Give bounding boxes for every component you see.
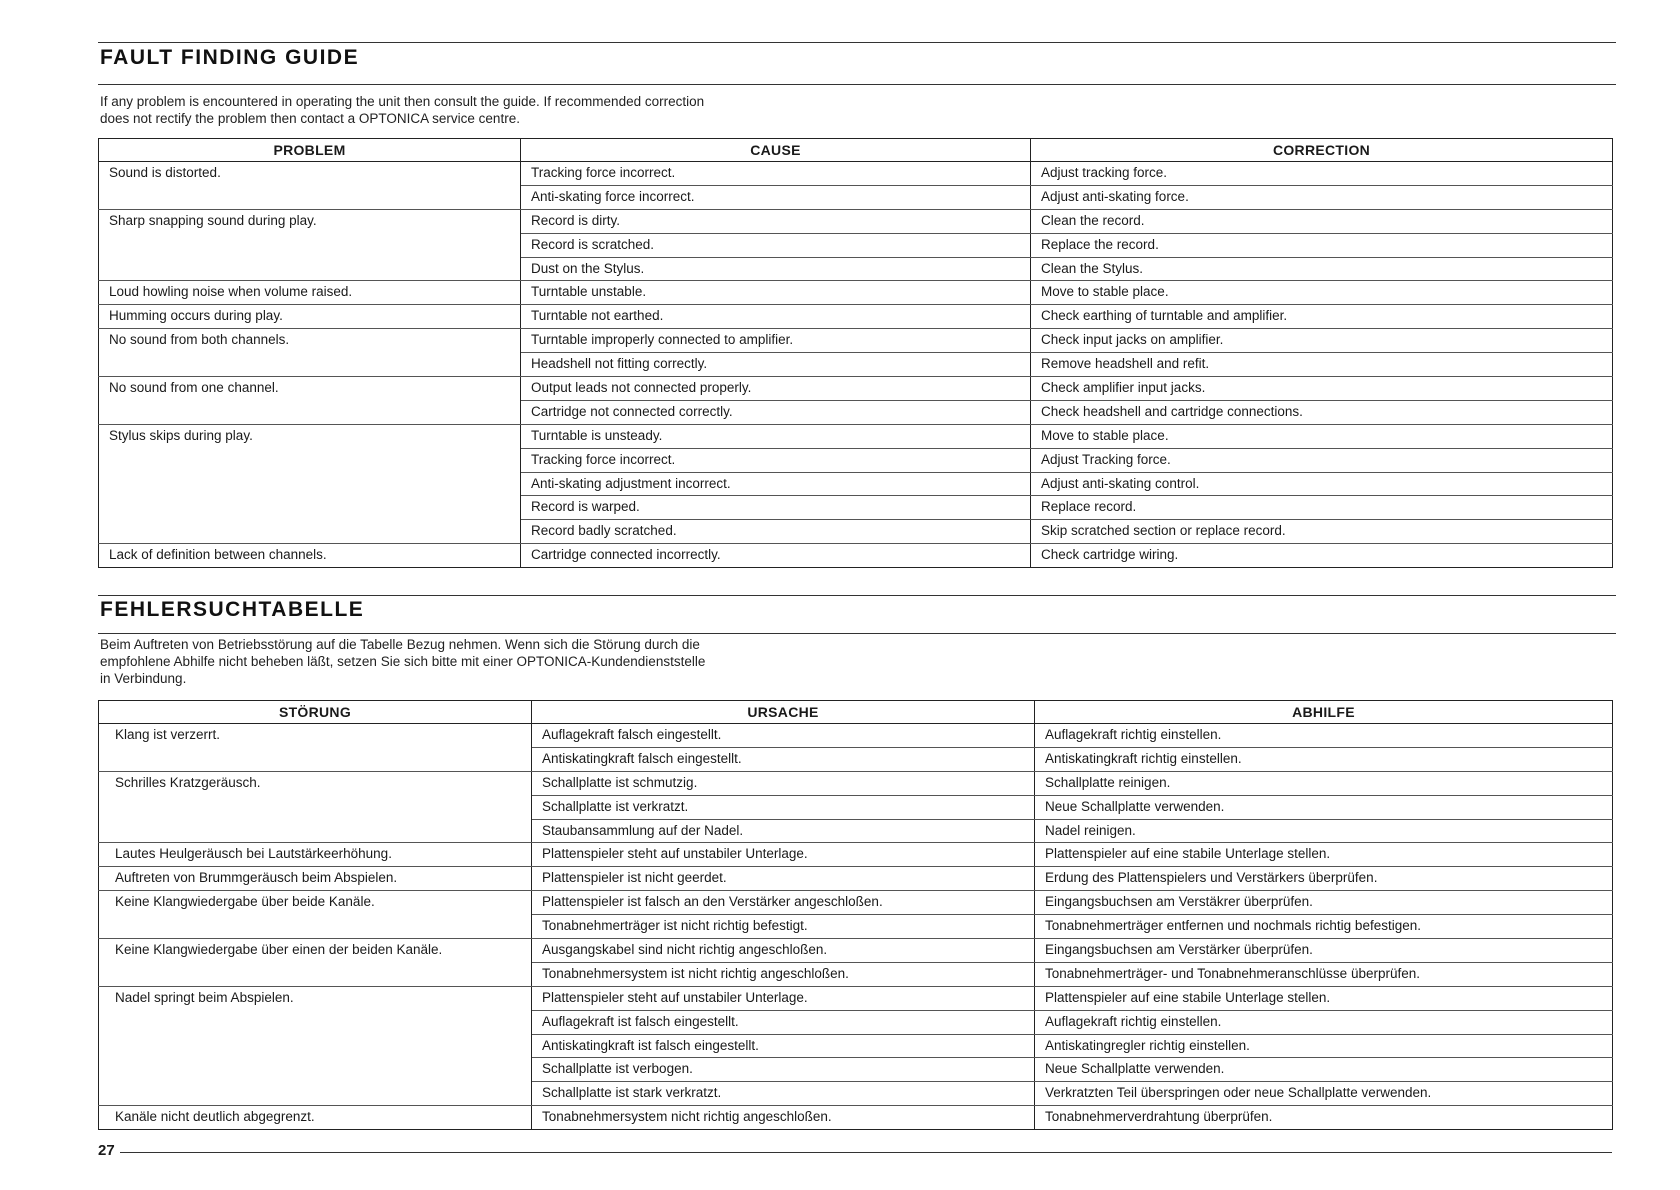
correction-cell: Clean the record. bbox=[1031, 209, 1613, 233]
correction-cell: Plattenspieler auf eine stabile Unterlage stellen. bbox=[1035, 986, 1613, 1010]
problem-cell: Auftreten von Brummgeräusch beim Abspielen. bbox=[99, 867, 532, 891]
top-rule bbox=[98, 42, 1616, 43]
correction-cell: Adjust anti-skating control. bbox=[1031, 472, 1613, 496]
problem-cell: Stylus skips during play. bbox=[99, 424, 521, 543]
table-row bbox=[99, 305, 1613, 329]
correction-cell: Remove headshell and refit. bbox=[1031, 353, 1613, 377]
correction-cell: Adjust Tracking force. bbox=[1031, 448, 1613, 472]
cause-cell: Record badly scratched. bbox=[521, 520, 1031, 544]
problem-cell: Nadel springt beim Abspielen. bbox=[99, 986, 532, 1105]
section-title-en: FAULT FINDING GUIDE bbox=[100, 46, 360, 69]
cause-cell: Record is scratched. bbox=[521, 233, 1031, 257]
table-row bbox=[99, 329, 1613, 353]
table-row bbox=[99, 891, 1613, 915]
intro-line: Beim Auftreten von Betriebsstörung auf die Tabelle Bezug nehmen. Wenn sich die Störung durch die bbox=[100, 637, 700, 652]
correction-cell: Antiskatingkraft richtig einstellen. bbox=[1035, 747, 1613, 771]
table-row bbox=[99, 771, 1613, 795]
problem-cell: Sharp snapping sound during play. bbox=[99, 209, 521, 281]
cause-cell: Tonabnehmersystem ist nicht richtig angeschloßen. bbox=[532, 962, 1035, 986]
correction-cell: Tonabnehmerverdrahtung überprüfen. bbox=[1035, 1106, 1613, 1130]
problem-cell: Kanäle nicht deutlich abgegrenzt. bbox=[99, 1106, 532, 1130]
header-cause: URSACHE bbox=[532, 701, 1035, 724]
table-row bbox=[99, 281, 1613, 305]
cause-cell: Antiskatingkraft ist falsch eingestellt. bbox=[532, 1034, 1035, 1058]
problem-cell: Humming occurs during play. bbox=[99, 305, 521, 329]
title-underline-de bbox=[98, 633, 1616, 634]
problem-cell: Klang ist verzerrt. bbox=[99, 724, 532, 772]
intro-text-en bbox=[100, 93, 860, 127]
table-row bbox=[99, 724, 1613, 748]
correction-cell: Eingangsbuchsen am Verstärker überprüfen. bbox=[1035, 939, 1613, 963]
table-row bbox=[99, 1106, 1613, 1130]
cause-cell: Schallplatte ist verbogen. bbox=[532, 1058, 1035, 1082]
table-header-row bbox=[99, 701, 1613, 724]
table-row bbox=[99, 867, 1613, 891]
cause-cell: Auflagekraft ist falsch eingestellt. bbox=[532, 1010, 1035, 1034]
correction-cell: Auflagekraft richtig einstellen. bbox=[1035, 1010, 1613, 1034]
table-row bbox=[99, 209, 1613, 233]
cause-cell: Tonabnehmerträger ist nicht richtig befestigt. bbox=[532, 915, 1035, 939]
cause-cell: Dust on the Stylus. bbox=[521, 257, 1031, 281]
cause-cell: Plattenspieler steht auf unstabiler Unterlage. bbox=[532, 843, 1035, 867]
correction-cell: Check cartridge wiring. bbox=[1031, 544, 1613, 568]
intro-line: empfohlene Abhilfe nicht beheben läßt, setzen Sie sich bitte mit einer OPTONICA-Kundendienststelle bbox=[100, 654, 706, 669]
cause-cell: Record is dirty. bbox=[521, 209, 1031, 233]
table-row bbox=[99, 162, 1613, 186]
intro-line: If any problem is encountered in operating the unit then consult the guide. If recommended correction bbox=[100, 94, 705, 109]
problem-cell: Keine Klangwiedergabe über beide Kanäle. bbox=[99, 891, 532, 939]
correction-cell: Skip scratched section or replace record. bbox=[1031, 520, 1613, 544]
cause-cell: Record is warped. bbox=[521, 496, 1031, 520]
correction-cell: Move to stable place. bbox=[1031, 424, 1613, 448]
cause-cell: Turntable is unsteady. bbox=[521, 424, 1031, 448]
correction-cell: Antiskatingregler richtig einstellen. bbox=[1035, 1034, 1613, 1058]
problem-cell: No sound from one channel. bbox=[99, 377, 521, 425]
cause-cell: Plattenspieler ist nicht geerdet. bbox=[532, 867, 1035, 891]
table-row bbox=[99, 424, 1613, 448]
correction-cell: Tonabnehmerträger entfernen und nochmals richtig befestigen. bbox=[1035, 915, 1613, 939]
correction-cell: Adjust tracking force. bbox=[1031, 162, 1613, 186]
cause-cell: Schallplatte ist verkratzt. bbox=[532, 795, 1035, 819]
cause-cell: Tracking force incorrect. bbox=[521, 162, 1031, 186]
correction-cell: Check headshell and cartridge connections. bbox=[1031, 400, 1613, 424]
problem-cell: Loud howling noise when volume raised. bbox=[99, 281, 521, 305]
cause-cell: Turntable improperly connected to amplifier. bbox=[521, 329, 1031, 353]
correction-cell: Erdung des Plattenspielers und Verstärkers überprüfen. bbox=[1035, 867, 1613, 891]
cause-cell: Plattenspieler ist falsch an den Verstärker angeschloßen. bbox=[532, 891, 1035, 915]
table-row bbox=[99, 939, 1613, 963]
intro-line: does not rectify the problem then contact a OPTONICA service centre. bbox=[100, 111, 520, 126]
cause-cell: Schallplatte ist schmutzig. bbox=[532, 771, 1035, 795]
section-rule-de bbox=[98, 595, 1616, 596]
cause-cell: Anti-skating adjustment incorrect. bbox=[521, 472, 1031, 496]
problem-cell: Lack of definition between channels. bbox=[99, 544, 521, 568]
header-correction: CORRECTION bbox=[1031, 139, 1613, 162]
correction-cell: Adjust anti-skating force. bbox=[1031, 185, 1613, 209]
correction-cell: Auflagekraft richtig einstellen. bbox=[1035, 724, 1613, 748]
fault-table-en bbox=[98, 138, 1613, 568]
cause-cell: Ausgangskabel sind nicht richtig angeschloßen. bbox=[532, 939, 1035, 963]
problem-cell: Sound is distorted. bbox=[99, 162, 521, 210]
table-row bbox=[99, 843, 1613, 867]
cause-cell: Headshell not fitting correctly. bbox=[521, 353, 1031, 377]
cause-cell: Cartridge connected incorrectly. bbox=[521, 544, 1031, 568]
cause-cell: Antiskatingkraft falsch eingestellt. bbox=[532, 747, 1035, 771]
correction-cell: Check earthing of turntable and amplifier. bbox=[1031, 305, 1613, 329]
cause-cell: Cartridge not connected correctly. bbox=[521, 400, 1031, 424]
section-title-de: FEHLERSUCHTABELLE bbox=[100, 598, 365, 621]
correction-cell: Schallplatte reinigen. bbox=[1035, 771, 1613, 795]
table-row bbox=[99, 986, 1613, 1010]
correction-cell: Move to stable place. bbox=[1031, 281, 1613, 305]
correction-cell: Verkratzten Teil überspringen oder neue Schallplatte verwenden. bbox=[1035, 1082, 1613, 1106]
correction-cell: Replace the record. bbox=[1031, 233, 1613, 257]
intro-text-de bbox=[100, 636, 860, 687]
cause-cell: Tonabnehmersystem nicht richtig angeschloßen. bbox=[532, 1106, 1035, 1130]
cause-cell: Staubansammlung auf der Nadel. bbox=[532, 819, 1035, 843]
footer-rule bbox=[120, 1152, 1612, 1153]
cause-cell: Turntable unstable. bbox=[521, 281, 1031, 305]
problem-cell: Keine Klangwiedergabe über einen der beiden Kanäle. bbox=[99, 939, 532, 987]
correction-cell: Nadel reinigen. bbox=[1035, 819, 1613, 843]
correction-cell: Check input jacks on amplifier. bbox=[1031, 329, 1613, 353]
header-cause: CAUSE bbox=[521, 139, 1031, 162]
cause-cell: Anti-skating force incorrect. bbox=[521, 185, 1031, 209]
correction-cell: Replace record. bbox=[1031, 496, 1613, 520]
table-row bbox=[99, 377, 1613, 401]
table-header-row bbox=[99, 139, 1613, 162]
correction-cell: Check amplifier input jacks. bbox=[1031, 377, 1613, 401]
cause-cell: Output leads not connected properly. bbox=[521, 377, 1031, 401]
cause-cell: Plattenspieler steht auf unstabiler Unterlage. bbox=[532, 986, 1035, 1010]
cause-cell: Auflagekraft falsch eingestellt. bbox=[532, 724, 1035, 748]
cause-cell: Schallplatte ist stark verkratzt. bbox=[532, 1082, 1035, 1106]
correction-cell: Neue Schallplatte verwenden. bbox=[1035, 795, 1613, 819]
header-problem: PROBLEM bbox=[99, 139, 521, 162]
title-underline-en bbox=[98, 84, 1616, 85]
page-number: 27 bbox=[98, 1142, 115, 1159]
correction-cell: Eingangsbuchsen am Verstäkrer überprüfen. bbox=[1035, 891, 1613, 915]
correction-cell: Neue Schallplatte verwenden. bbox=[1035, 1058, 1613, 1082]
header-correction: ABHILFE bbox=[1035, 701, 1613, 724]
correction-cell: Clean the Stylus. bbox=[1031, 257, 1613, 281]
intro-line: in Verbindung. bbox=[100, 671, 187, 686]
header-problem: STÖRUNG bbox=[99, 701, 532, 724]
table-row bbox=[99, 544, 1613, 568]
fault-table-de bbox=[98, 700, 1613, 1130]
problem-cell: Lautes Heulgeräusch bei Lautstärkeerhöhung. bbox=[99, 843, 532, 867]
correction-cell: Tonabnehmerträger- und Tonabnehmeranschlüsse überprüfen. bbox=[1035, 962, 1613, 986]
correction-cell: Plattenspieler auf eine stabile Unterlage stellen. bbox=[1035, 843, 1613, 867]
problem-cell: Schrilles Kratzgeräusch. bbox=[99, 771, 532, 843]
cause-cell: Tracking force incorrect. bbox=[521, 448, 1031, 472]
problem-cell: No sound from both channels. bbox=[99, 329, 521, 377]
cause-cell: Turntable not earthed. bbox=[521, 305, 1031, 329]
